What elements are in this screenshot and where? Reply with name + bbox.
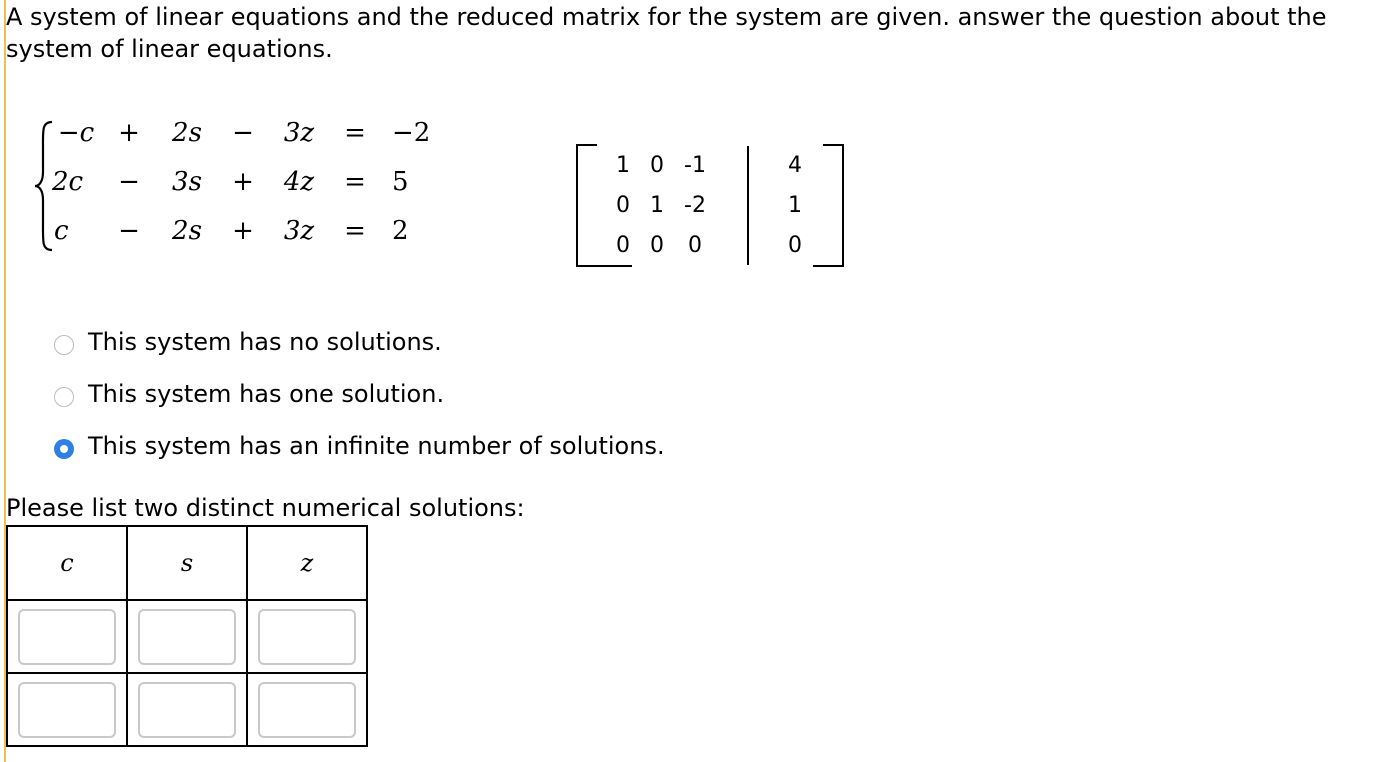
eq1-term-s: 2s: [172, 118, 202, 148]
header-s: s: [127, 526, 247, 600]
matrix-cell-r3c2: 0: [650, 233, 664, 258]
eq2-op-1: −: [118, 167, 140, 197]
eq2-term-z: 4z: [283, 167, 315, 197]
eq2-op-2: +: [232, 167, 254, 197]
eq1-op-2: −: [232, 118, 254, 148]
cell-z-1: [247, 600, 367, 673]
radio-one-solution[interactable]: [54, 387, 74, 407]
solutions-instruction: Please list two distinct numerical solutions:: [6, 494, 525, 522]
eq3-op-1: −: [118, 216, 140, 246]
solutions-table: [6, 525, 368, 747]
eq3-term-c: c: [54, 216, 69, 246]
matrix-cell-r2c1: 0: [616, 193, 630, 218]
solution2-z-input[interactable]: [258, 682, 356, 738]
question-prompt: A system of linear equations and the reduced matrix for the system are given. answer the question about the system of linear equations.: [6, 3, 1327, 63]
solutions-header-row: [7, 526, 367, 600]
radio-infinite-solutions[interactable]: [54, 439, 74, 459]
option-label: This system has no solutions.: [88, 328, 442, 356]
eq1-term-z: 3z: [283, 118, 315, 148]
cell-c-2: [7, 673, 127, 746]
eq3-term-s: 2s: [172, 216, 202, 246]
matrix-const-r1: 4: [788, 153, 802, 178]
reduced-matrix: [575, 143, 845, 268]
matrix-cell-r2c3: -2: [684, 193, 706, 218]
eq1-term-c: −c: [57, 118, 95, 148]
eq2-rhs: 5: [392, 167, 409, 197]
matrix-const-r3: 0: [788, 233, 802, 258]
table-row: [7, 673, 367, 746]
matrix-cell-r3c3: 0: [688, 233, 702, 258]
eq2-term-s: 3s: [172, 167, 202, 197]
cell-c-1: [7, 600, 127, 673]
eq2-equals: =: [344, 167, 366, 197]
eq3-term-z: 3z: [283, 216, 315, 246]
matrix-cell-r1c2: 0: [650, 153, 664, 178]
radio-no-solutions[interactable]: [54, 335, 74, 355]
header-c: c: [7, 526, 127, 600]
matrix-cell-r1c1: 1: [616, 153, 630, 178]
solution1-z-input[interactable]: [258, 609, 356, 665]
solution2-s-input[interactable]: [138, 682, 236, 738]
eq1-equals: =: [344, 118, 366, 148]
solution1-c-input[interactable]: [18, 609, 116, 665]
table-row: [7, 600, 367, 673]
matrix-const-r2: 1: [788, 193, 802, 218]
solution2-c-input[interactable]: [18, 682, 116, 738]
eq1-rhs: −2: [392, 118, 431, 148]
matrix-cell-r1c3: -1: [684, 153, 706, 178]
matrix-cell-r2c2: 1: [650, 193, 664, 218]
option-label: This system has one solution.: [88, 380, 445, 408]
matrix-cell-r3c1: 0: [616, 233, 630, 258]
option-label: This system has an infinite number of solutions.: [88, 432, 665, 460]
eq3-op-2: +: [232, 216, 254, 246]
solution1-s-input[interactable]: [138, 609, 236, 665]
cell-s-2: [127, 673, 247, 746]
header-z: z: [247, 526, 367, 600]
eq1-op-1: +: [118, 118, 140, 148]
left-brace: [34, 120, 54, 252]
cell-z-2: [247, 673, 367, 746]
eq2-term-c: 2c: [52, 167, 84, 197]
cell-s-1: [127, 600, 247, 673]
eq3-rhs: 2: [392, 216, 409, 246]
eq3-equals: =: [344, 216, 366, 246]
